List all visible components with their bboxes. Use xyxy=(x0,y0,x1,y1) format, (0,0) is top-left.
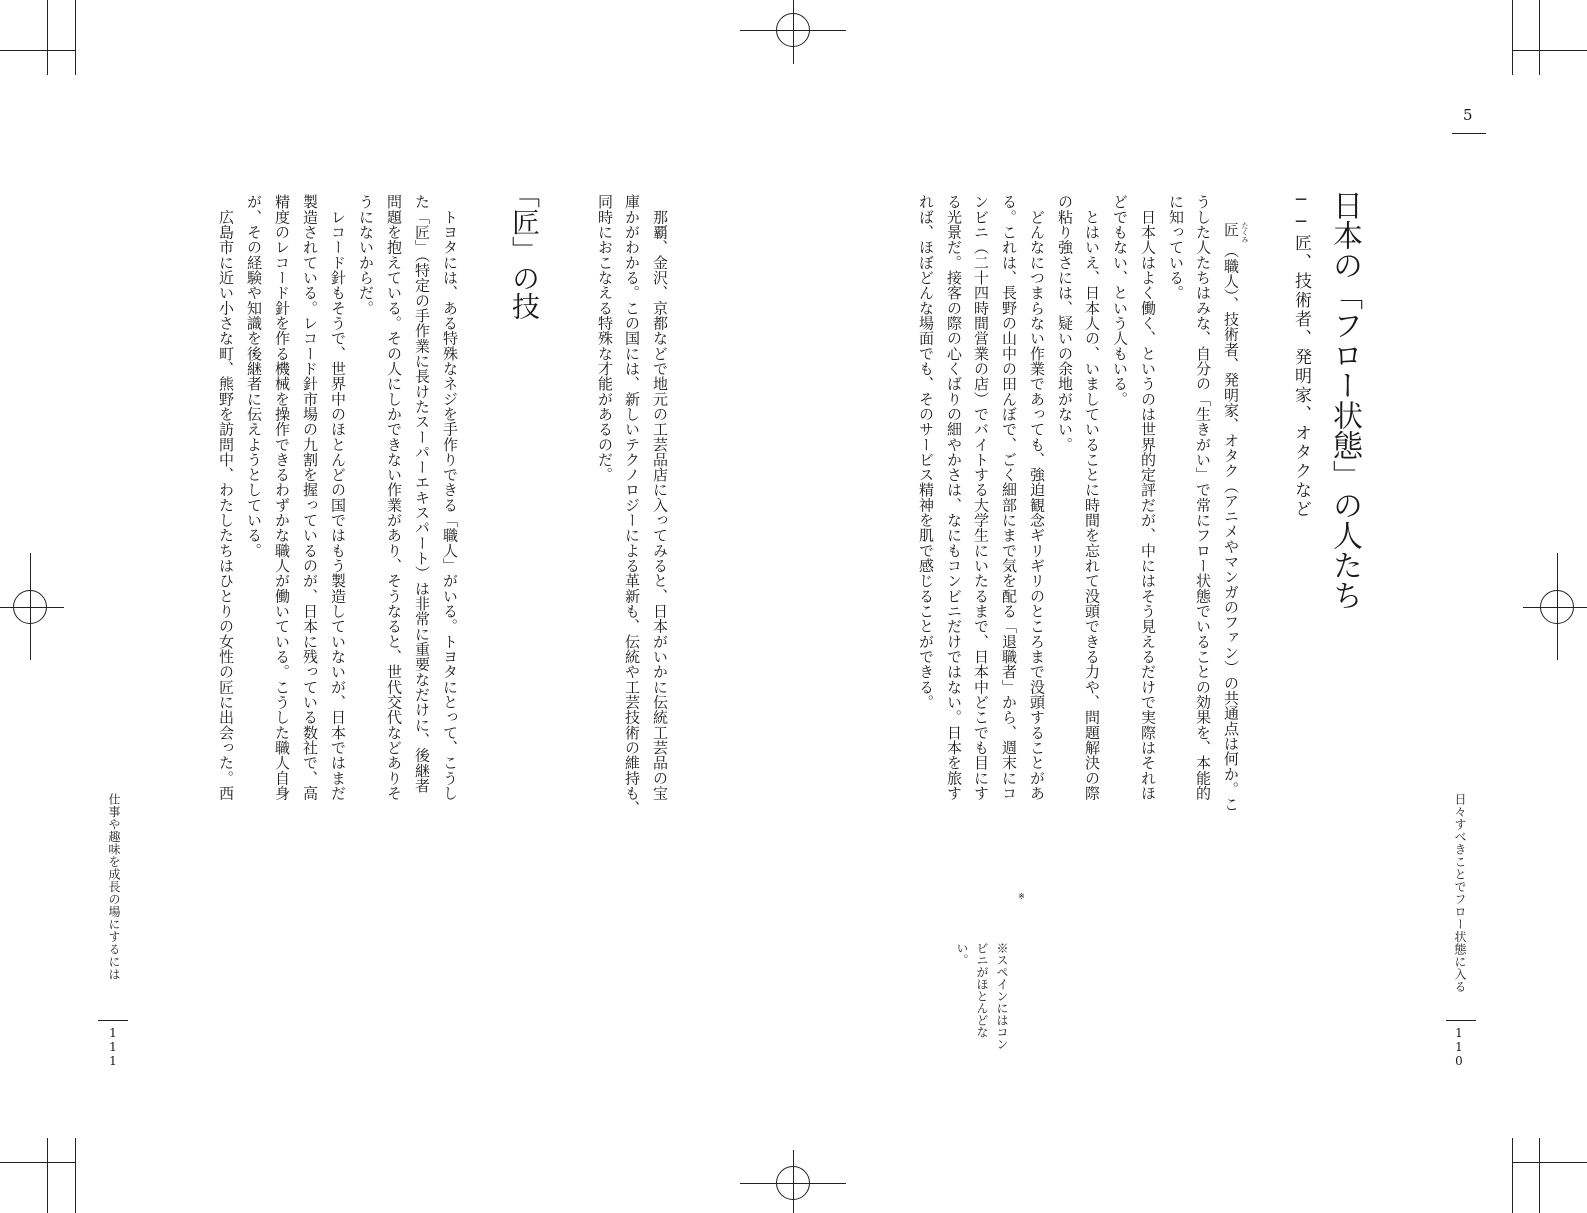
paragraph-line: （職人）、技術者、発明家、オタク（アニメやマンガのファン）の共通点は何か。こ xyxy=(1222,243,1240,812)
paragraph-line: レコード針もそうで、世界中のほとんどの国ではもう製造していないが、日本ではまだ xyxy=(329,194,347,801)
crop-mark xyxy=(47,1138,48,1213)
crop-mark xyxy=(1539,1138,1540,1213)
footnote-line: い。 xyxy=(955,942,969,966)
crop-mark xyxy=(1512,0,1513,75)
paragraph-line: 製造されている。レコード針市場の九割を握っているのが、日本に残っている数社で、高 xyxy=(301,194,319,801)
folio-rule xyxy=(1446,1020,1476,1021)
page-number-rule xyxy=(1452,133,1486,134)
registration-mark-line xyxy=(793,1150,794,1213)
crop-mark xyxy=(1539,0,1540,75)
paragraph-line: 同時におこなえる特殊な才能があるのだ。 xyxy=(596,194,614,483)
crop-mark xyxy=(75,0,76,75)
paragraph-line: トヨタには、ある特殊なネジを手作りできる「職人」がいる。トヨタにとって、こうし xyxy=(441,194,459,801)
crop-mark xyxy=(0,1162,75,1163)
registration-mark-line xyxy=(1523,607,1587,608)
paragraph-line: うした人たちはみな、自分の「生きがい」で常にフロー状態でいることの効果を、本能的 xyxy=(1194,194,1212,801)
chapter-subtitle: ──匠、技術者、発明家、オタクなど xyxy=(1291,190,1311,519)
paragraph-line: る光景だ。接客の際の心くばりの細やかさは、なにもコンビニだけではない。日本を旅す xyxy=(945,194,963,801)
crop-mark xyxy=(1512,1162,1587,1163)
registration-mark-line xyxy=(1557,553,1558,660)
paragraph-line: 精度のレコード針を作る機械を操作できるわずかな職人が働いている。こうした職人自身 xyxy=(273,194,291,801)
registration-mark-line xyxy=(30,553,31,660)
registration-mark-line xyxy=(0,607,64,608)
paragraph-line: 広島市に近い小さな町、熊野を訪問中、わたしたちはひとりの女性の匠に出会った。西 xyxy=(217,194,235,801)
crop-mark xyxy=(1512,1138,1513,1213)
paragraph-line: どんなにつまらない作業であっても、強迫観念ギリギリのところまで没頭することがあ xyxy=(1028,194,1046,801)
crop-mark xyxy=(47,0,48,75)
ruby-base: 匠 xyxy=(1222,222,1240,238)
paragraph-line: た「匠」（特定の手作業に長けたスーパーエキスパート）は非常に重要なだけに、後継者 xyxy=(413,194,431,793)
crop-mark xyxy=(75,1138,76,1213)
section-heading: 「匠」の技 xyxy=(508,180,541,320)
paragraph-line: に知っている。 xyxy=(1167,194,1185,301)
paragraph-line: 那覇、金沢、京都などで地元の工芸品店に入ってみると、日本がいかに伝統工芸品の宝 xyxy=(651,194,669,801)
paragraph-line: ンビニ（二十四時間営業の店）でバイトする大学生にいたるまで、日本中どこでも目にす xyxy=(972,194,990,801)
paragraph-line: どでもない、という人もいる。 xyxy=(1111,194,1129,407)
paragraph-line: 日本人はよく働く、というのは世界的定評だが、中にはそう見えるだけで実際はそれほ xyxy=(1139,194,1157,801)
folio: 110 xyxy=(1452,1026,1466,1068)
footnote-line: ※スペインにはコン xyxy=(995,942,1009,1050)
folio-rule xyxy=(98,1020,128,1021)
crop-mark xyxy=(1512,50,1587,51)
crop-mark xyxy=(0,50,75,51)
paragraph-line: うにないからだ。 xyxy=(357,194,375,316)
paragraph-line: 庫かがわかる。この国には、新しいテクノロジーによる革新も、伝統や工芸技術の維持も、 xyxy=(623,194,641,816)
running-head: 日々すべきことでフロー状態に入る xyxy=(1453,793,1467,993)
paragraph-line: が、その経験や知識を後継者に伝えようとしている。 xyxy=(245,194,263,558)
paragraph-line: る。これは、長野の山中の田んぼで、ごく細部にまで気を配る「退職者」から、週末にコ xyxy=(1000,194,1018,801)
chapter-title: 日本の「フロー状態」の人たち xyxy=(1327,190,1362,610)
paragraph-line: れば、ほぼどんな場面でも、そのサービス精神を肌で感じることができる。 xyxy=(917,194,935,710)
paragraph-line: とはいえ、日本人の、いましていることに時間を忘れて没頭できる力や、問題解決の際 xyxy=(1083,194,1101,801)
paragraph-line: の粘り強さには、疑いの余地がない。 xyxy=(1056,194,1074,452)
page-number: 5 xyxy=(1463,106,1473,124)
folio: 111 xyxy=(106,1026,120,1068)
running-head: 仕事や趣味を成長の場にするには xyxy=(107,793,121,981)
footnote-line: ビニがほとんどな xyxy=(975,942,989,1038)
registration-mark-line xyxy=(793,0,794,64)
paragraph-line: 問題を抱えている。その人にしかできない作業があり、そうなると、世代交代などありそ xyxy=(385,194,403,801)
footnote-marker: ※ xyxy=(1017,892,1026,901)
ruby-reading: たくみ xyxy=(1241,222,1249,243)
